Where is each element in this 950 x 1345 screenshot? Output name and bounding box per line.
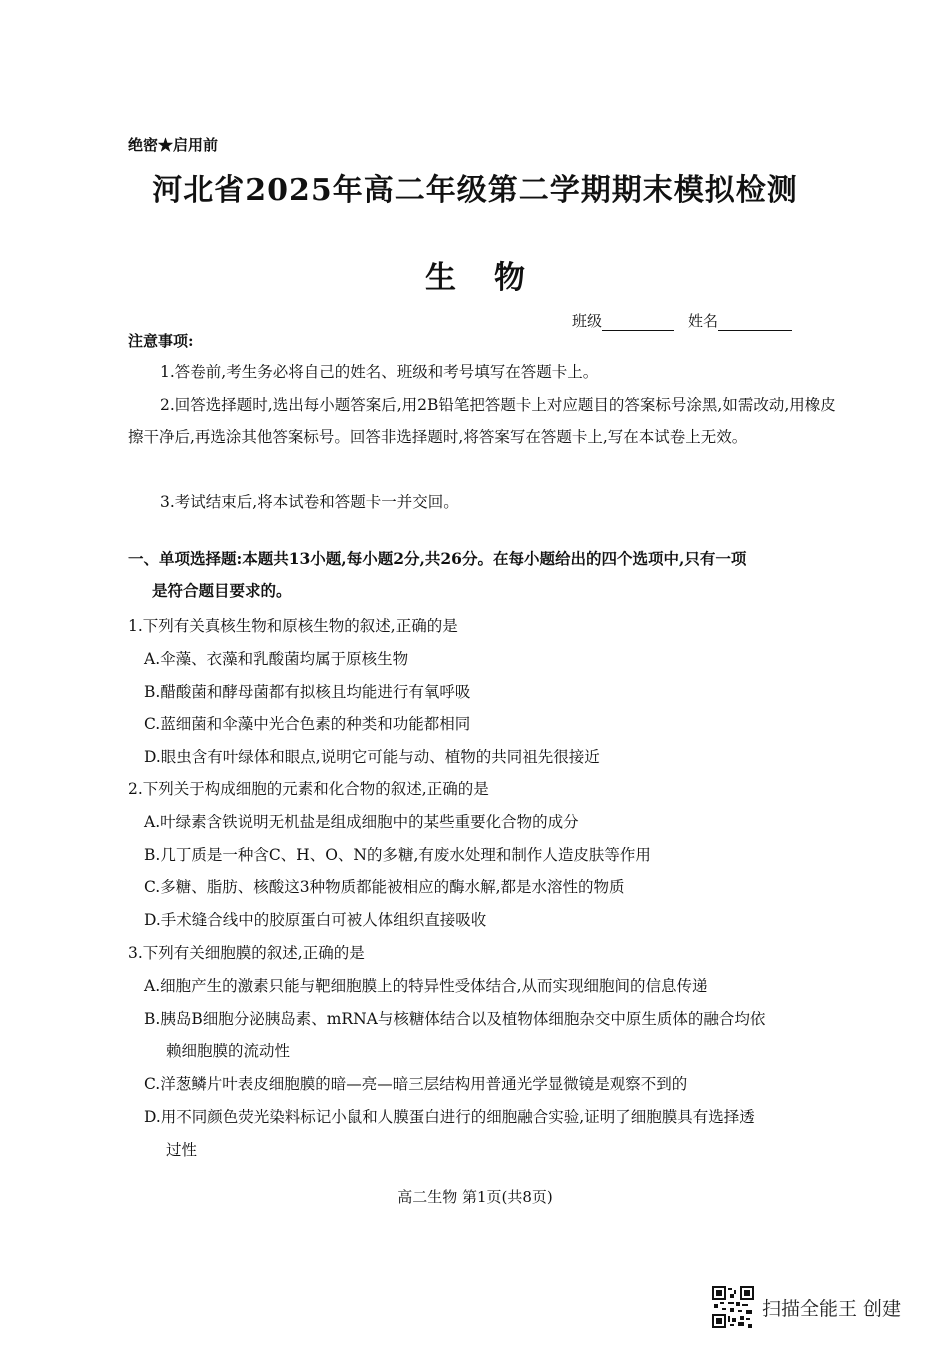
question-1	[128, 610, 848, 774]
option-a: A.叶绿素含铁说明无机盐是组成细胞中的某些重要化合物的成分	[144, 812, 579, 831]
notice-item-3: 3.考试结束后,将本试卷和答题卡一并交回。	[160, 493, 459, 511]
section-heading-line2: 是符合题目要求的。	[152, 581, 292, 600]
option-b: B.几丁质是一种含C、H、O、N的多糖,有废水处理和制作人造皮肤等作用	[144, 845, 651, 864]
option-c: C.蓝细菌和伞藻中光合色素的种类和功能都相同	[144, 715, 471, 734]
option-c: C.洋葱鳞片叶表皮细胞膜的暗—亮—暗三层结构用普通光学显微镜是观察不到的	[144, 1075, 688, 1094]
option-d-block	[128, 1101, 848, 1167]
option-a: A.伞藻、衣藻和乳酸菌均属于原核生物	[144, 649, 409, 668]
option-d: D.眼虫含有叶绿体和眼点,说明它可能与动、植物的共同祖先很接近	[144, 748, 600, 767]
option-a: A.细胞产生的激素只能与靶细胞膜上的特异性受体结合,从而实现细胞间的信息传递	[144, 976, 708, 995]
student-info-line	[572, 310, 792, 331]
option-d: D.手术缝合线中的胶原蛋白可被人体组织直接吸收	[144, 911, 487, 930]
notice-item-2: 2.回答选择题时,选出每小题答案后,用2B铅笔把答题卡上对应题目的答案标号涂黑,如需改动,用橡皮擦干净后,再选涂其他答案标号。回答非选择题时,将答案写在答题卡上,写在本试卷上无效。	[128, 396, 836, 446]
page-footer: 高二生物 第1页(共8页)	[397, 1188, 553, 1206]
exam-title: 河北省2025年高二年级第二学期期末模拟检测	[152, 173, 798, 208]
scanner-watermark	[712, 1286, 901, 1328]
option-b-wrap: 赖细胞膜的流动性	[166, 1042, 291, 1061]
option-b: B.胰岛B细胞分泌胰岛素、mRNA与核糖体结合以及植物体细胞杂交中原生质体的融合均依	[144, 1009, 766, 1028]
question-stem: 1.下列有关真核生物和原核生物的叙述,正确的是	[128, 617, 458, 635]
class-blank	[602, 314, 674, 331]
name-label: 姓名	[688, 312, 719, 330]
option-c: C.多糖、脂肪、核酸这3种物质都能被相应的酶水解,都是水溶性的物质	[144, 878, 625, 897]
scanner-credit: 扫描全能王 创建	[762, 1297, 902, 1320]
confidential-mark: 绝密★启用前	[128, 136, 219, 154]
question-3	[128, 937, 848, 1167]
subject-title: 生物	[425, 260, 563, 296]
option-b: B.醋酸菌和酵母菌都有拟核且均能进行有氧呼吸	[144, 682, 471, 701]
notice-item-1: 1.答卷前,考生务必将自己的姓名、班级和考号填写在答题卡上。	[160, 363, 599, 381]
question-stem: 2.下列关于构成细胞的元素和化合物的叙述,正确的是	[128, 780, 489, 798]
question-2	[128, 773, 848, 937]
class-label: 班级	[572, 312, 603, 330]
qr-code-icon	[712, 1286, 754, 1328]
section-heading	[128, 543, 848, 607]
option-d-wrap: 过性	[166, 1140, 198, 1159]
section-heading-line1: 一、单项选择题:本题共13小题,每小题2分,共26分。在每小题给出的四个选项中,只有一项	[128, 549, 747, 568]
notice-heading: 注意事项:	[128, 332, 194, 350]
option-d: D.用不同颜色荧光染料标记小鼠和人膜蛋白进行的细胞融合实验,证明了细胞膜具有选择透	[144, 1107, 755, 1126]
name-blank	[718, 314, 792, 331]
question-stem: 3.下列有关细胞膜的叙述,正确的是	[128, 944, 365, 962]
option-b-block	[128, 1003, 848, 1069]
